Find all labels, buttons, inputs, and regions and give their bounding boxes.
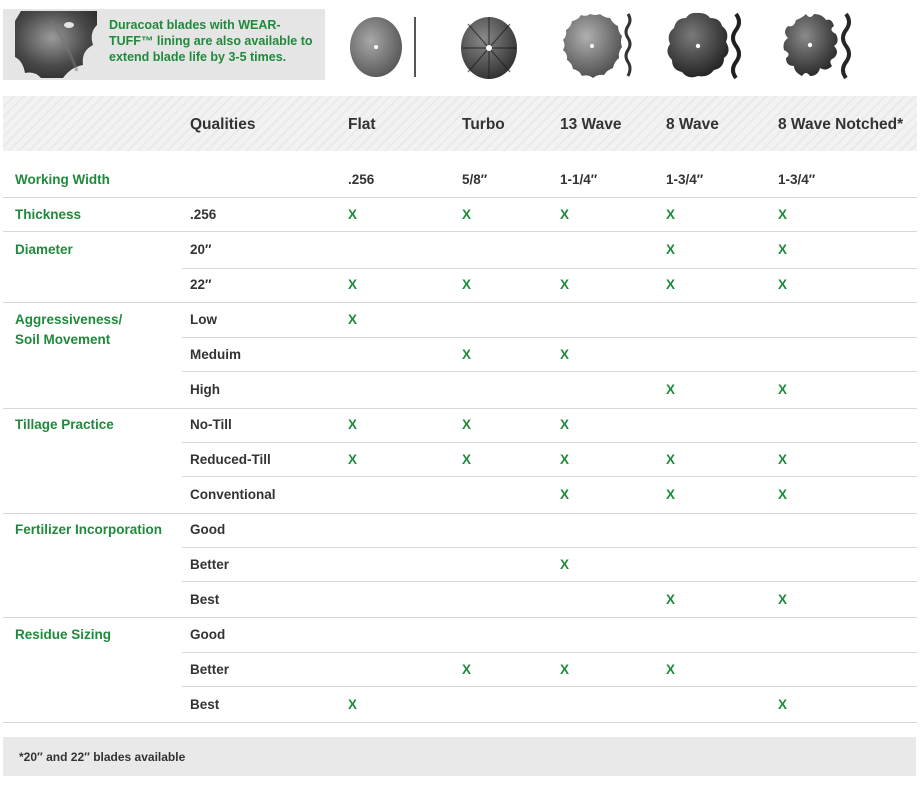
row-divider	[182, 581, 917, 582]
check-mark-cell: X	[666, 487, 676, 502]
row-divider	[182, 337, 917, 338]
check-mark-cell: X	[462, 277, 472, 292]
quality-label: Better	[190, 662, 230, 677]
check-mark-cell: X	[666, 242, 676, 257]
check-mark-cell: X	[348, 277, 358, 292]
check-mark-cell: X	[666, 382, 676, 397]
footer-note: *20″ and 22″ blades available	[19, 750, 186, 764]
check-mark-cell: X	[666, 662, 676, 677]
row-divider	[182, 686, 917, 687]
row-divider	[3, 302, 917, 303]
row-divider	[182, 652, 917, 653]
8-wave-notched-blade-image	[776, 10, 856, 82]
quality-label: Better	[190, 557, 230, 572]
quality-label: Good	[190, 522, 226, 537]
check-mark-cell: X	[560, 277, 570, 292]
footer-note-box	[3, 737, 916, 776]
row-divider	[3, 617, 917, 618]
quality-label: Best	[190, 592, 220, 607]
check-mark-cell: X	[560, 662, 570, 677]
row-divider	[3, 231, 917, 232]
quality-label: High	[190, 382, 220, 397]
value-cell: 5/8″	[462, 172, 488, 187]
row-divider	[3, 722, 917, 723]
row-category-label: Diameter	[15, 242, 73, 257]
check-mark-cell: X	[462, 417, 472, 432]
turbo-blade-image	[458, 12, 520, 82]
check-mark-cell: X	[778, 242, 788, 257]
column-header: Qualities	[190, 116, 256, 133]
quality-label: Good	[190, 627, 226, 642]
8-wave-blade-image	[662, 10, 746, 82]
column-header: 8 Wave Notched*	[778, 116, 904, 133]
13-wave-blade-image	[558, 10, 636, 82]
flat-blade-image	[348, 14, 423, 80]
check-mark-cell: X	[560, 452, 570, 467]
check-mark-cell: X	[778, 452, 788, 467]
quality-label: 20″	[190, 242, 212, 257]
check-mark-cell: X	[560, 207, 570, 222]
value-cell: 1-1/4″	[560, 172, 598, 187]
row-divider	[182, 442, 917, 443]
value-cell: .256	[348, 172, 375, 187]
check-mark-cell: X	[348, 697, 358, 712]
row-divider	[182, 547, 917, 548]
row-divider	[3, 408, 917, 409]
row-category-label: Thickness	[15, 207, 82, 222]
check-mark-cell: X	[666, 592, 676, 607]
check-mark-cell: X	[778, 697, 788, 712]
check-mark-cell: X	[462, 452, 472, 467]
row-category-label: Residue Sizing	[15, 627, 112, 642]
check-mark-cell: X	[462, 347, 472, 362]
check-mark-cell: X	[348, 207, 358, 222]
row-category-label: Soil Movement	[15, 332, 111, 347]
row-divider	[3, 513, 917, 514]
quality-label: Low	[190, 312, 217, 327]
check-mark-cell: X	[666, 207, 676, 222]
check-mark-cell: X	[666, 277, 676, 292]
row-divider	[182, 476, 917, 477]
duracoat-blade-image	[11, 11, 101, 78]
check-mark-cell: X	[348, 312, 358, 327]
check-mark-cell: X	[462, 207, 472, 222]
check-mark-cell: X	[778, 207, 788, 222]
row-category-label: Working Width	[15, 172, 110, 187]
row-divider	[3, 197, 917, 198]
check-mark-cell: X	[666, 452, 676, 467]
quality-label: .256	[190, 207, 217, 222]
check-mark-cell: X	[778, 487, 788, 502]
check-mark-cell: X	[560, 417, 570, 432]
check-mark-cell: X	[560, 487, 570, 502]
check-mark-cell: X	[778, 382, 788, 397]
quality-label: Reduced-Till	[190, 452, 271, 467]
check-mark-cell: X	[778, 277, 788, 292]
column-header: Turbo	[462, 116, 505, 133]
row-divider	[182, 371, 917, 372]
duracoat-promo	[3, 9, 325, 80]
quality-label: Best	[190, 697, 220, 712]
quality-label: Conventional	[190, 487, 276, 502]
column-header: 8 Wave	[666, 116, 719, 133]
quality-label: 22″	[190, 277, 212, 292]
check-mark-cell: X	[462, 662, 472, 677]
value-cell: 1-3/4″	[666, 172, 704, 187]
column-header: Flat	[348, 116, 376, 133]
check-mark-cell: X	[560, 557, 570, 572]
quality-label: No-Till	[190, 417, 232, 432]
check-mark-cell: X	[348, 452, 358, 467]
row-category-label: Tillage Practice	[15, 417, 114, 432]
column-header: 13 Wave	[560, 116, 622, 133]
value-cell: 1-3/4″	[778, 172, 816, 187]
check-mark-cell: X	[348, 417, 358, 432]
row-divider	[182, 268, 917, 269]
row-category-label: Aggressiveness/	[15, 312, 123, 327]
check-mark-cell: X	[560, 347, 570, 362]
promo-text: Duracoat blades with WEAR-TUFF™ lining are also available to extend blade life by 3-5 times.	[109, 18, 313, 64]
quality-label: Meduim	[190, 347, 242, 362]
check-mark-cell: X	[778, 592, 788, 607]
row-category-label: Fertilizer Incorporation	[15, 522, 163, 537]
